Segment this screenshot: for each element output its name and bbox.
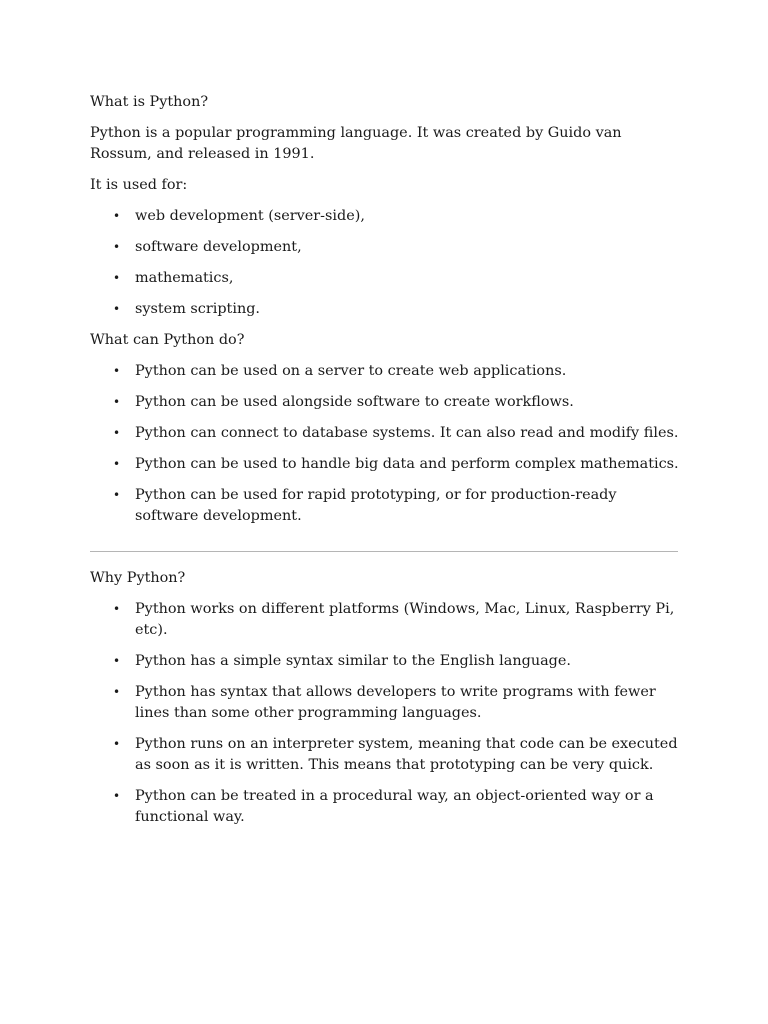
list-item: • Python has a simple syntax similar to the English language.	[135, 651, 680, 672]
intro-paragraph: Python is a popular programming language. It was created by Guido van Rossum, and released in 1991.	[90, 125, 622, 162]
list-item: • software development,	[135, 237, 680, 258]
capabilities-list	[90, 361, 680, 527]
list-item: • Python can connect to database systems. It can also read and modify files.	[135, 423, 680, 444]
list-item: • Python runs on an interpreter system, meaning that code can be executed as soon as it is written. This means that prototyping can be very quick.	[135, 734, 680, 776]
list-item: • Python can be used alongside software to create workflows.	[135, 392, 680, 413]
list-item: • Python can be used for rapid prototyping, or for production-ready software development.	[135, 485, 680, 527]
list-item: • Python can be used on a server to create web applications.	[135, 361, 680, 382]
list-item: • Python has syntax that allows developers to write programs with fewer lines than some other programming languages.	[135, 682, 680, 724]
section-divider	[90, 551, 678, 552]
list-item: • Python works on different platforms (Windows, Mac, Linux, Raspberry Pi, etc).	[135, 599, 680, 641]
capabilities-heading: What can Python do?	[90, 332, 245, 348]
uses-list	[90, 206, 680, 320]
list-item: • mathematics,	[135, 268, 680, 289]
why-python-heading: Why Python?	[90, 570, 186, 586]
list-item: • Python can be used to handle big data and perform complex mathematics.	[135, 454, 680, 475]
document-page	[90, 92, 680, 838]
list-item: • system scripting.	[135, 299, 680, 320]
what-is-python-heading: What is Python?	[90, 94, 209, 110]
uses-heading: It is used for:	[90, 177, 188, 193]
list-item: • Python can be treated in a procedural way, an object-oriented way or a functional way.	[135, 786, 680, 828]
list-item: • web development (server-side),	[135, 206, 680, 227]
why-list	[90, 599, 680, 828]
